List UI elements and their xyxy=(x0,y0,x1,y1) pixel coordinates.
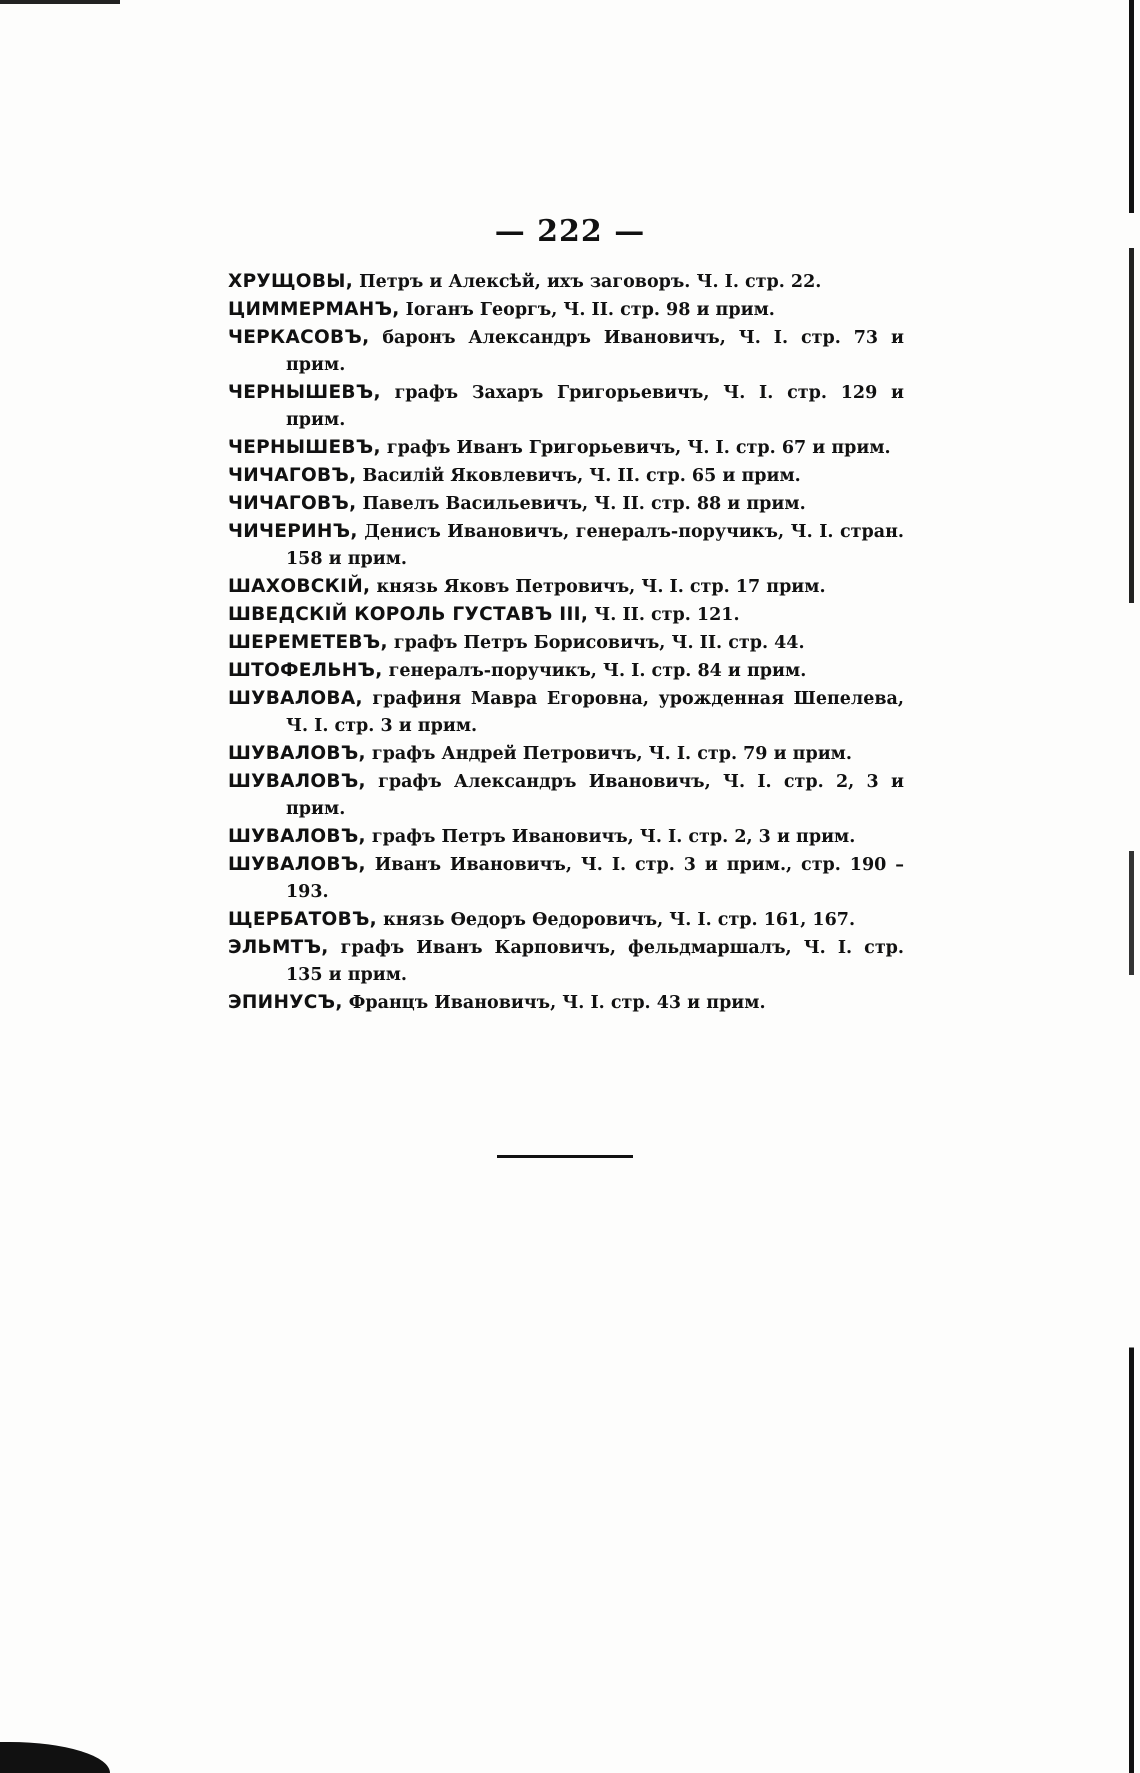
entry-name: ШУВАЛОВЪ, xyxy=(228,826,366,847)
end-rule-divider xyxy=(497,1155,633,1158)
index-entry xyxy=(228,379,904,434)
entry-name: ЭЛЬМТЪ, xyxy=(228,937,329,958)
scan-edge-artifact xyxy=(0,0,120,4)
index-entry xyxy=(228,601,904,629)
page-number: — 222 — xyxy=(494,214,646,249)
scan-edge-artifact xyxy=(0,1742,110,1773)
index-entry xyxy=(228,462,904,490)
entry-text: Денисъ Ивановичъ, генералъ-поручикъ, Ч. I. стран. 158 и прим. xyxy=(286,522,904,569)
entry-text: графиня Мавра Егоровна, урожденная Шепелева, Ч. I. стр. 3 и прим. xyxy=(286,689,904,736)
index-entry xyxy=(228,490,904,518)
entry-name: ЧИЧАГОВЪ, xyxy=(228,465,357,486)
entry-text: графъ Петръ Борисовичъ, Ч. II. стр. 44. xyxy=(387,633,805,653)
index-entry xyxy=(228,823,904,851)
index-entry xyxy=(228,296,904,324)
entry-name: ЧИЧАГОВЪ, xyxy=(228,493,357,514)
index-entry xyxy=(228,906,904,934)
index-entry xyxy=(228,573,904,601)
index-entry xyxy=(228,685,904,740)
index-entry xyxy=(228,268,904,296)
entry-text: графъ Иванъ Карповичъ, фельдмаршалъ, Ч. I. стр. 135 и прим. xyxy=(286,938,904,985)
entry-name: ШУВАЛОВЪ, xyxy=(228,771,366,792)
entry-name: ШТОФЕЛЬНЪ, xyxy=(228,660,383,681)
entry-text: Францъ Ивановичъ, Ч. I. стр. 43 и прим. xyxy=(342,993,766,1013)
index-entry xyxy=(228,324,904,379)
entry-text: графъ Александръ Ивановичъ, Ч. I. стр. 2, 3 и прим. xyxy=(286,772,904,819)
entry-name: ШУВАЛОВА, xyxy=(228,688,363,709)
index-entry xyxy=(228,518,904,573)
entry-name: ШУВАЛОВЪ, xyxy=(228,854,366,875)
entry-name: ЧЕРКАСОВЪ, xyxy=(228,327,370,348)
entry-text: баронъ Александръ Ивановичъ, Ч. I. стр. 73 и прим. xyxy=(286,328,904,375)
entry-text: графъ Андрей Петровичъ, Ч. I. стр. 79 и прим. xyxy=(365,744,852,764)
entry-text: Іоганъ Георгъ, Ч. II. стр. 98 и прим. xyxy=(399,300,775,320)
entry-text: Василій Яковлевичъ, Ч. II. стр. 65 и прим. xyxy=(356,466,801,486)
index-entry xyxy=(228,629,904,657)
entry-name: ЧЕРНЫШЕВЪ, xyxy=(228,382,381,403)
index-entry xyxy=(228,657,904,685)
entry-name: ЦИММЕРМАНЪ, xyxy=(228,299,400,320)
entry-name: ШВЕДСКІЙ КОРОЛЬ ГУСТАВЪ III, xyxy=(228,604,589,625)
entry-text: Павелъ Васильевичъ, Ч. II. стр. 88 и прим. xyxy=(356,494,806,514)
index-entry xyxy=(228,934,904,989)
entry-text: Иванъ Ивановичъ, Ч. I. стр. 3 и прим., стр. 190 – 193. xyxy=(286,855,904,902)
entry-text: Петръ и Алексѣй, ихъ заговоръ. Ч. I. стр. 22. xyxy=(353,272,822,292)
entry-name: ЧЕРНЫШЕВЪ, xyxy=(228,437,381,458)
entry-name: ШАХОВСКІЙ, xyxy=(228,576,371,597)
entry-name: ЩЕРБАТОВЪ, xyxy=(228,909,377,930)
index-entry xyxy=(228,851,904,906)
entry-name: ЧИЧЕРИНЪ, xyxy=(228,521,358,542)
entry-text: Ч. II. стр. 121. xyxy=(588,605,740,625)
scan-edge-artifact xyxy=(1129,0,1134,1773)
entry-text: графъ Петръ Ивановичъ, Ч. I. стр. 2, 3 и прим. xyxy=(365,827,856,847)
entry-name: ШУВАЛОВЪ, xyxy=(228,743,366,764)
entry-name: ШЕРЕМЕТЕВЪ, xyxy=(228,632,388,653)
entry-name: ХРУЩОВЫ, xyxy=(228,271,354,292)
entry-text: графъ Захаръ Григорьевичъ, Ч. I. стр. 129 и прим. xyxy=(286,383,904,430)
index-entry xyxy=(228,434,904,462)
entry-name: ЭПИНУСЪ, xyxy=(228,992,343,1013)
index-entries xyxy=(228,268,904,1017)
index-entry xyxy=(228,768,904,823)
entry-text: генералъ-поручикъ, Ч. I. стр. 84 и прим. xyxy=(382,661,807,681)
entry-text: князь Ѳедоръ Ѳедоровичъ, Ч. I. стр. 161, 167. xyxy=(377,910,856,930)
index-entry xyxy=(228,740,904,768)
entry-text: графъ Иванъ Григорьевичъ, Ч. I. стр. 67 и прим. xyxy=(380,438,891,458)
index-entry xyxy=(228,989,904,1017)
entry-text: князь Яковъ Петровичъ, Ч. I. стр. 17 прим. xyxy=(370,577,826,597)
